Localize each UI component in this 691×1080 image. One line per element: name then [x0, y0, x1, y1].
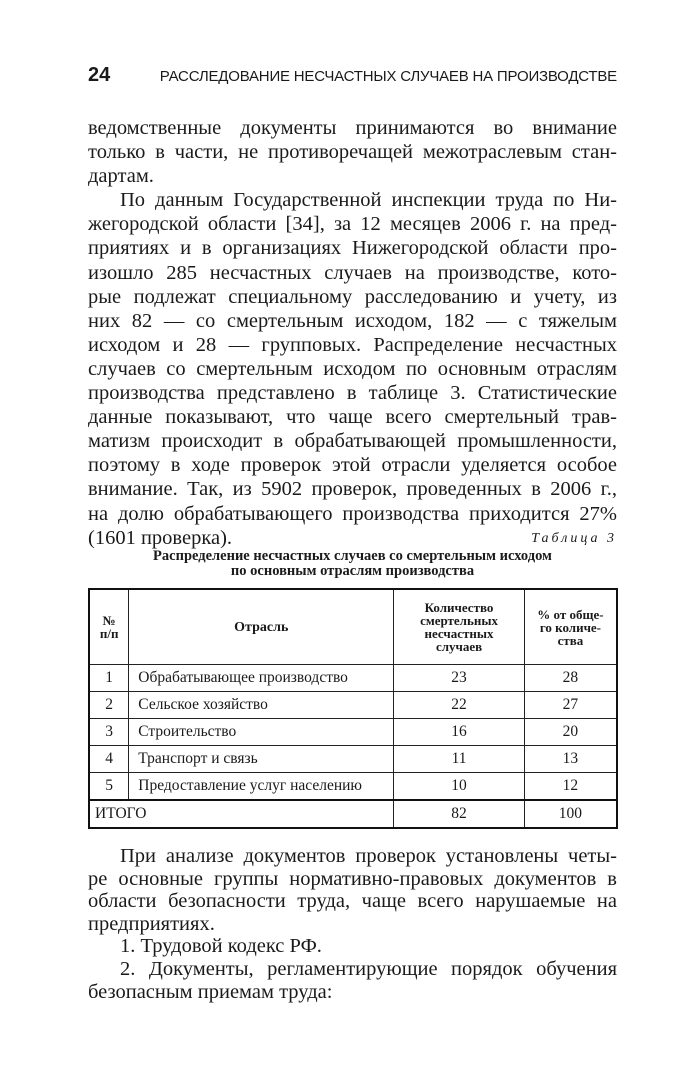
- text-line: (1601 проверка).: [88, 526, 233, 549]
- accidents-table: [88, 588, 618, 829]
- running-title: РАССЛЕДОВАНИЕ НЕСЧАСТНЫХ СЛУЧАЕВ НА ПРОИЗВОДСТВЕ: [159, 68, 617, 85]
- table-caption: Таблица 3: [531, 531, 617, 546]
- table-title: [88, 549, 617, 579]
- table-header-row: [89, 589, 617, 665]
- text-line: случаев со смертельным исходом по основным отраслям: [88, 357, 617, 380]
- text-line: жегородской области [34], за 12 месяцев 2006 г. на пред-: [88, 213, 617, 236]
- text-line: на долю обрабатывающего производства приходится 27%: [88, 502, 617, 525]
- text-line: предприятиях.: [88, 912, 215, 935]
- text-line: них 82 — со смертельным исходом, 182 — с тяжелым: [88, 309, 617, 332]
- text-line: изошло 285 несчастных случаев на производстве, кото-: [88, 261, 617, 284]
- table-row: 3 Строительство 16 20: [89, 719, 617, 746]
- table-row: 1 Обрабатывающее производство 23 28: [89, 665, 617, 692]
- text-line: 1. Трудовой кодекс РФ.: [120, 935, 322, 958]
- page-number: 24: [88, 64, 111, 86]
- text-line: дартам.: [88, 165, 154, 188]
- text-line: поэтому в ходе проверок этой отрасли уделяется особое: [88, 454, 617, 477]
- text-line: данные показывают, что чаще всего смертельный трав-: [88, 406, 617, 429]
- table-title-line: Распределение несчастных случаев со смертельным исходом: [153, 548, 552, 564]
- body-text-top: [88, 116, 617, 550]
- text-line: ре основные группы нормативно-правовых документов в: [88, 867, 617, 890]
- header-percent: % от обще- го количе- ства: [524, 589, 617, 665]
- text-line: При анализе документов проверок установлены четы-: [120, 845, 617, 867]
- text-line: безопасным приемам труда:: [88, 980, 333, 1003]
- text-line: По данным Государственной инспекции труда по Ни-: [120, 189, 617, 212]
- text-line: внимание. Так, из 5902 проверок, проведенных в 2006 г.,: [88, 478, 617, 501]
- header-num: № п/п: [89, 589, 129, 665]
- text-line: области безопасности труда, чаще всего нарушаемые на: [88, 890, 617, 913]
- text-line: исходом и 28 — групповых. Распределение несчастных: [88, 333, 617, 356]
- text-line: производства представлено в таблице 3. Статистические: [88, 382, 617, 405]
- text-line: матизм происходит в обрабатывающей промышленности,: [88, 430, 617, 453]
- header-count: Количество смертельных несчастных случаев: [394, 589, 525, 665]
- table-total-row: ИТОГО 82 100: [89, 800, 617, 828]
- body-text-bottom: [88, 845, 617, 1003]
- header-industry: Отрасль: [129, 589, 394, 665]
- text-line: ведомственные документы принимаются во внимание: [88, 117, 617, 139]
- table-title-line: по основным отраслям производства: [230, 563, 475, 579]
- table-row: 5 Предоставление услуг населению 10 12: [89, 773, 617, 801]
- text-line: рые подлежат специальному расследованию и учету, из: [88, 285, 617, 308]
- text-line: 2. Документы, регламентирующие порядок обучения: [120, 957, 617, 980]
- text-line: только в части, не противоречащей межотраслевым стан-: [88, 141, 617, 164]
- table-row: 2 Сельское хозяйство 22 27: [89, 692, 617, 719]
- text-line: приятиях и в организациях Нижегородской области про-: [88, 237, 617, 260]
- table-row: 4 Транспорт и связь 11 13: [89, 746, 617, 773]
